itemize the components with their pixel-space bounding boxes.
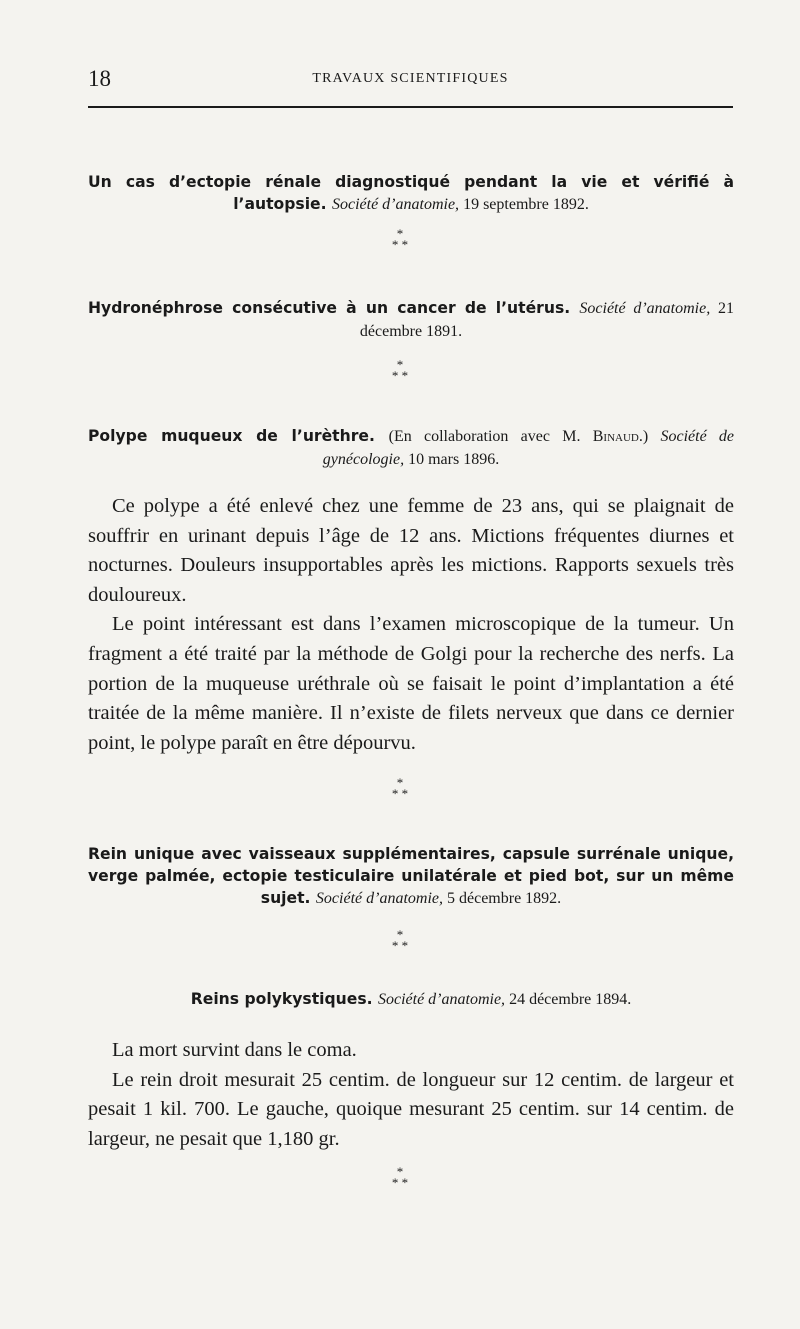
section-separator (370, 1166, 430, 1188)
section-separator (370, 228, 430, 250)
entry-body-polype (88, 492, 734, 758)
running-title: TRAVAUX SCIENTIFIQUES (312, 71, 509, 86)
entry-title-text: Polype muqueux de l’urèthre. (88, 427, 375, 445)
separator-top-star: * (396, 1164, 404, 1179)
entry-reference (316, 890, 561, 907)
entry-title-polype (88, 425, 734, 471)
reference-date: 24 décembre 1894. (509, 991, 632, 1008)
reference-collaboration-end: .) (638, 428, 649, 445)
reference-date: 5 décembre 1892. (447, 890, 562, 907)
separator-top-star: * (396, 357, 404, 372)
separator-top-star: * (396, 226, 404, 241)
separator-bottom-stars: * * (391, 938, 409, 953)
header-rule (88, 106, 733, 108)
reference-journal: Société d’anatomie, (331, 196, 460, 213)
section-separator (370, 929, 430, 951)
separator-top-star: * (396, 927, 404, 942)
section-separator (370, 359, 430, 381)
section-separator (370, 777, 430, 799)
reference-collaboration: (En collaboration avec M. (388, 428, 581, 445)
reference-journal: Société d’anatomie, (315, 890, 443, 907)
entry-title-text: Rein unique avec vaisseaux supplémentaires, capsule surrénale unique, verge palmée, ectopie testiculaire unilatérale et pied bot, sur un même sujet. (88, 845, 734, 907)
page-header (88, 66, 733, 96)
body-paragraph: Le point intéressant est dans l’examen microscopique de la tumeur. Un fragment a été traité par la méthode de Golgi pour la recherche des nerfs. La portion de la muqueuse uréthrale où se faisait le point d’implantation a été traitée de la même manière. Il n’existe de filets nerveux que dans ce dernier point, le polype paraît en être dépourvu. (88, 613, 734, 754)
entry-reference (378, 991, 631, 1008)
entry-title-ectopie (88, 171, 734, 216)
reference-date: 19 septembre 1892. (463, 196, 589, 213)
separator-bottom-stars: * * (391, 1175, 409, 1190)
reference-journal: Société d’anatomie, (377, 991, 506, 1008)
entry-title-text: Hydronéphrose consécutive à un cancer de l’utérus. (88, 299, 571, 317)
body-paragraph: La mort survint dans le coma. (112, 1039, 357, 1061)
separator-top-star: * (396, 775, 404, 790)
entry-body-reins (88, 1036, 734, 1154)
entry-title-reins-polykystiques (88, 988, 734, 1011)
body-paragraph: Le rein droit mesurait 25 centim. de longueur sur 12 centim. de largeur et pesait 1 kil. 700. Le gauche, quoique mesurant 25 centim. sur 14 centim. de largeur, ne pesait que 1,180 gr. (88, 1068, 734, 1150)
body-paragraph: Ce polype a été enlevé chez une femme de 23 ans, qui se plaignait de souffrir en urinant depuis l’âge de 12 ans. Mictions fréquentes diurnes et nocturnes. Douleurs insupportables après les mictions. Rapports sexuels très douloureux. (88, 495, 734, 606)
entry-title-hydronephrose (88, 297, 734, 343)
entry-title-text: Reins polykystiques. (190, 990, 373, 1008)
entry-reference (332, 196, 589, 213)
separator-bottom-stars: * * (391, 786, 409, 801)
reference-date: 21 décembre 1891. (359, 300, 734, 340)
entry-title-text: Un cas d’ectopie rénale diagnostiqué pendant la vie et vérifié à l’autopsie. (88, 173, 734, 213)
entry-title-rein-unique (88, 843, 734, 910)
reference-journal: Société d’anatomie, (579, 300, 711, 317)
page-number: 18 (88, 66, 111, 91)
reference-date: 10 mars 1896. (408, 451, 500, 468)
reference-journal: Société de gynécologie, (322, 428, 735, 468)
separator-bottom-stars: * * (391, 237, 409, 252)
reference-collaborator-name: Binaud (592, 428, 639, 445)
entry-reference (323, 428, 734, 468)
separator-bottom-stars: * * (391, 368, 409, 383)
